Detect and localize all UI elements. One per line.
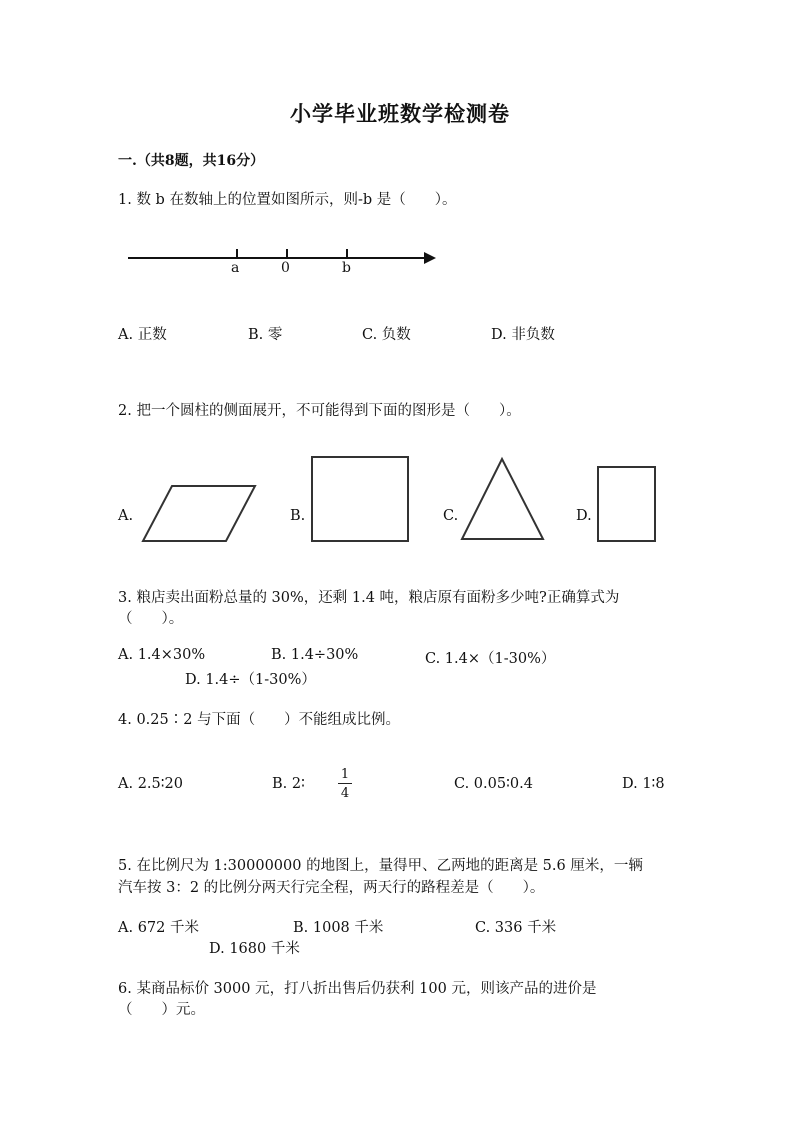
q2-option-a[interactable]: A. [118, 508, 134, 524]
axis-label-b: b [342, 260, 351, 276]
q1-option-a[interactable]: A. 正数 [118, 327, 167, 343]
question-3-line1: 3. 粮店卖出面粉总量的 30%，还剩 1.4 吨，粮店原有面粉多少吨?正确算式为 [118, 590, 620, 606]
question-2-text: 2. 把一个圆柱的侧面展开，不可能得到下面的图形是（ ）。 [118, 403, 521, 419]
question-4-text: 4. 0.25∶2 与下面（ ）不能组成比例。 [118, 712, 401, 728]
question-5-line2: 汽车按 3：2 的比例分两天行完全程，两天行的路程差是（ ）。 [118, 880, 545, 896]
q2-option-b[interactable]: B. [290, 508, 306, 524]
q4-option-d[interactable]: D. 1∶8 [622, 776, 665, 792]
question-6-line1: 6. 某商品标价 3000 元，打八折出售后仍获利 100 元，则该产品的进价是 [118, 981, 597, 997]
section-heading: 一.（共8题，共16分） [118, 153, 265, 169]
axis-label-a: a [231, 260, 240, 276]
page-title: 小学毕业班数学检测卷 [290, 101, 510, 126]
q3-option-b[interactable]: B. 1.4÷30% [271, 647, 359, 663]
question-6-line2: （ ）元。 [118, 1002, 205, 1018]
q5-option-d[interactable]: D. 1680 千米 [209, 941, 300, 957]
parallelogram-shape [143, 486, 255, 541]
q4-option-b-fraction [337, 768, 353, 800]
q5-option-c[interactable]: C. 336 千米 [475, 920, 557, 936]
q3-option-a[interactable]: A. 1.4×30% [118, 647, 206, 663]
q1-option-c[interactable]: C. 负数 [362, 327, 411, 343]
square-shape [312, 457, 408, 541]
q5-option-a[interactable]: A. 672 千米 [118, 920, 199, 936]
q4-option-a[interactable]: A. 2.5∶20 [118, 776, 183, 792]
fraction-denominator: 4 [340, 786, 350, 801]
q2-option-c[interactable]: C. [443, 508, 459, 524]
q3-option-d[interactable]: D. 1.4÷（1-30%） [185, 672, 316, 688]
axis-label-zero: 0 [281, 260, 290, 276]
question-5-line1: 5. 在比例尺为 1:30000000 的地图上，量得甲、乙两地的距离是 5.6 厘米，一辆 [118, 858, 643, 874]
q1-option-b[interactable]: B. 零 [248, 327, 283, 343]
q5-option-b[interactable]: B. 1008 千米 [293, 920, 384, 936]
fraction-numerator: 1 [340, 767, 350, 782]
q4-option-c[interactable]: C. 0.05∶0.4 [454, 776, 533, 792]
q4-option-b[interactable]: B. 2∶ [272, 776, 305, 792]
q3-option-c[interactable]: C. 1.4×（1-30%） [425, 651, 556, 667]
question-1-text: 1. 数 b 在数轴上的位置如图所示，则-b 是（ ）。 [118, 192, 457, 208]
triangle-shape [462, 459, 543, 539]
rectangle-shape [598, 467, 655, 541]
q1-option-d[interactable]: D. 非负数 [491, 327, 555, 343]
q2-option-d[interactable]: D. [576, 508, 592, 524]
question-3-line2: （ ）。 [118, 611, 184, 627]
